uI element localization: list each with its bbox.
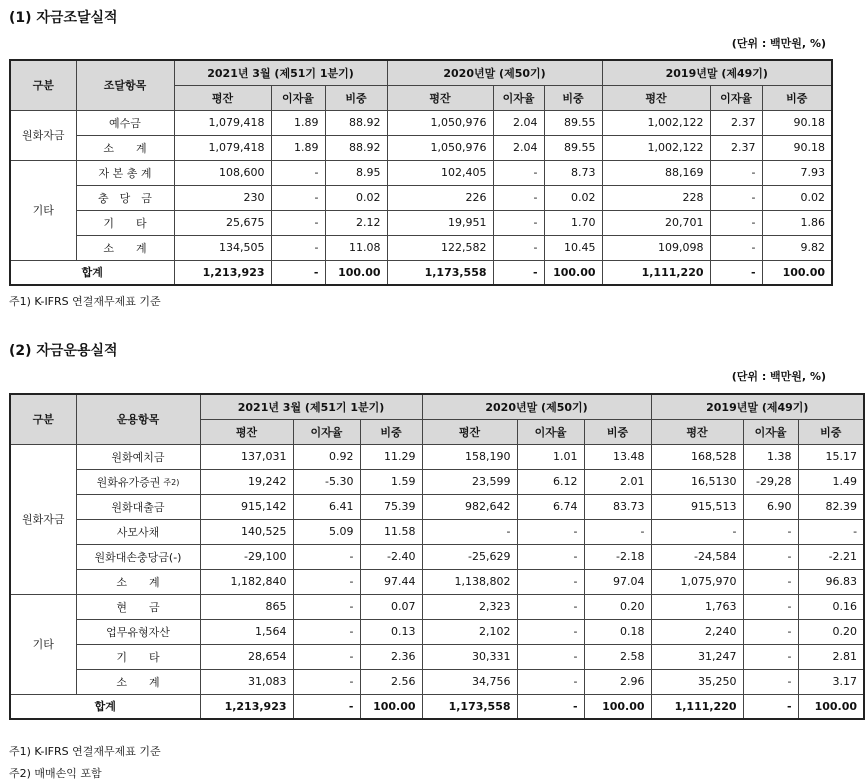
- value-cell: 11.29: [360, 444, 422, 469]
- funding-table: [9, 59, 833, 286]
- group-label: 원화자금: [10, 444, 76, 594]
- value-cell: 16,5130: [651, 469, 743, 494]
- item-text: 소 계: [116, 675, 160, 689]
- item-text: 소 계: [116, 575, 160, 589]
- value-cell: 865: [200, 594, 293, 619]
- subheader-cell: 평잔: [422, 419, 517, 444]
- value-cell: -: [743, 519, 798, 544]
- total-value-cell: 1,111,220: [602, 260, 710, 285]
- value-cell: 140,525: [200, 519, 293, 544]
- value-cell: 915,513: [651, 494, 743, 519]
- header-item: 조달항목: [76, 60, 174, 110]
- value-cell: 6.90: [743, 494, 798, 519]
- value-cell: 9.82: [762, 235, 832, 260]
- total-value-cell: 100.00: [325, 260, 387, 285]
- value-cell: -: [271, 185, 325, 210]
- item-label: [76, 644, 200, 669]
- value-cell: 0.20: [584, 594, 651, 619]
- value-cell: -29,100: [200, 544, 293, 569]
- value-cell: 0.02: [762, 185, 832, 210]
- item-label: [76, 135, 174, 160]
- value-cell: 2.96: [584, 669, 651, 694]
- total-row: [10, 260, 832, 285]
- value-cell: 1.01: [517, 444, 584, 469]
- value-cell: 6.12: [517, 469, 584, 494]
- item-label: [76, 160, 174, 185]
- subheader-cell: 비중: [325, 85, 387, 110]
- value-cell: -: [517, 544, 584, 569]
- value-cell: 0.13: [360, 619, 422, 644]
- subheader-cell: 평잔: [651, 419, 743, 444]
- value-cell: -: [743, 544, 798, 569]
- item-text: 원화예치금: [111, 450, 165, 464]
- value-cell: 7.93: [762, 160, 832, 185]
- value-cell: 226: [387, 185, 493, 210]
- value-cell: 134,505: [174, 235, 271, 260]
- value-cell: 982,642: [422, 494, 517, 519]
- value-cell: 1.38: [743, 444, 798, 469]
- value-cell: 88,169: [602, 160, 710, 185]
- value-cell: -: [293, 594, 360, 619]
- value-cell: 122,582: [387, 235, 493, 260]
- value-cell: -: [517, 519, 584, 544]
- value-cell: 1,075,970: [651, 569, 743, 594]
- value-cell: 1,138,802: [422, 569, 517, 594]
- total-value-cell: -: [293, 694, 360, 719]
- table-row: [10, 469, 864, 494]
- value-cell: 19,951: [387, 210, 493, 235]
- value-cell: -: [743, 594, 798, 619]
- value-cell: -2.21: [798, 544, 864, 569]
- value-cell: -: [493, 185, 544, 210]
- value-cell: 1,763: [651, 594, 743, 619]
- value-cell: 1.89: [271, 110, 325, 135]
- value-cell: 5.09: [293, 519, 360, 544]
- item-label: [76, 619, 200, 644]
- value-cell: 10.45: [544, 235, 602, 260]
- item-label: [76, 594, 200, 619]
- value-cell: -: [293, 644, 360, 669]
- header-item: 운용항목: [76, 394, 200, 444]
- subheader-cell: 평잔: [387, 85, 493, 110]
- header-group: 구분: [10, 60, 76, 110]
- value-cell: 2.01: [584, 469, 651, 494]
- header-period: 2021년 3월 (제51기 1분기): [200, 394, 422, 419]
- value-cell: 2,102: [422, 619, 517, 644]
- value-cell: -: [710, 210, 762, 235]
- value-cell: -: [293, 544, 360, 569]
- table-row: [10, 519, 864, 544]
- group-label: 원화자금: [10, 110, 76, 160]
- value-cell: 31,083: [200, 669, 293, 694]
- value-cell: 30,331: [422, 644, 517, 669]
- subheader-cell: 비중: [360, 419, 422, 444]
- section1-note: 주1) K-IFRS 연결재무제표 기준: [9, 295, 161, 308]
- table-row: [10, 210, 832, 235]
- value-cell: -: [710, 185, 762, 210]
- table-row: [10, 160, 832, 185]
- total-value-cell: 1,173,558: [422, 694, 517, 719]
- value-cell: 2.12: [325, 210, 387, 235]
- value-cell: 0.16: [798, 594, 864, 619]
- value-cell: 1,050,976: [387, 110, 493, 135]
- value-cell: 108,600: [174, 160, 271, 185]
- value-cell: -24,584: [651, 544, 743, 569]
- item-text: 기 타: [103, 216, 147, 230]
- item-label: [76, 444, 200, 469]
- value-cell: 102,405: [387, 160, 493, 185]
- value-cell: 2.04: [493, 110, 544, 135]
- value-cell: 2.36: [360, 644, 422, 669]
- section2-note-1: 주1) K-IFRS 연결재무제표 기준: [9, 745, 161, 758]
- item-text: 충 당 금: [98, 191, 152, 205]
- item-label: [76, 469, 200, 494]
- value-cell: -: [517, 619, 584, 644]
- value-cell: 1,079,418: [174, 110, 271, 135]
- value-cell: 2.56: [360, 669, 422, 694]
- value-cell: 0.02: [544, 185, 602, 210]
- value-cell: 0.92: [293, 444, 360, 469]
- value-cell: 0.07: [360, 594, 422, 619]
- item-label: [76, 110, 174, 135]
- value-cell: -29,28: [743, 469, 798, 494]
- value-cell: -: [517, 669, 584, 694]
- investment-table: [9, 393, 865, 720]
- value-cell: 2.81: [798, 644, 864, 669]
- value-cell: 88.92: [325, 135, 387, 160]
- total-value-cell: -: [517, 694, 584, 719]
- value-cell: 19,242: [200, 469, 293, 494]
- value-cell: 15.17: [798, 444, 864, 469]
- table-row: [10, 235, 832, 260]
- item-label: [76, 494, 200, 519]
- value-cell: 1,564: [200, 619, 293, 644]
- item-text: 소 계: [103, 141, 147, 155]
- subheader-cell: 비중: [798, 419, 864, 444]
- value-cell: 11.08: [325, 235, 387, 260]
- value-cell: 28,654: [200, 644, 293, 669]
- value-cell: 915,142: [200, 494, 293, 519]
- value-cell: 31,247: [651, 644, 743, 669]
- value-cell: 82.39: [798, 494, 864, 519]
- item-label: [76, 669, 200, 694]
- value-cell: -2.18: [584, 544, 651, 569]
- value-cell: -: [293, 669, 360, 694]
- total-value-cell: 100.00: [544, 260, 602, 285]
- value-cell: -: [517, 569, 584, 594]
- section1-unit: (단위 : 백만원, %): [731, 37, 826, 50]
- header-group: 구분: [10, 394, 76, 444]
- section2-unit: (단위 : 백만원, %): [731, 370, 826, 383]
- value-cell: 89.55: [544, 135, 602, 160]
- value-cell: -: [293, 619, 360, 644]
- value-cell: 35,250: [651, 669, 743, 694]
- value-cell: -: [493, 210, 544, 235]
- value-cell: 11.58: [360, 519, 422, 544]
- table-row: [10, 110, 832, 135]
- value-cell: 1,050,976: [387, 135, 493, 160]
- item-text: 사모사채: [116, 525, 160, 539]
- item-label: [76, 519, 200, 544]
- subheader-cell: 이자율: [743, 419, 798, 444]
- value-cell: 2,240: [651, 619, 743, 644]
- total-value-cell: 1,213,923: [174, 260, 271, 285]
- value-cell: -2.40: [360, 544, 422, 569]
- subheader-cell: 비중: [584, 419, 651, 444]
- value-cell: 23,599: [422, 469, 517, 494]
- item-text: 업무유형자산: [106, 625, 170, 639]
- subheader-cell: 이자율: [493, 85, 544, 110]
- value-cell: -25,629: [422, 544, 517, 569]
- value-cell: -: [517, 594, 584, 619]
- item-text: 원화유가증권: [96, 475, 161, 489]
- value-cell: 109,098: [602, 235, 710, 260]
- value-cell: -: [293, 569, 360, 594]
- value-cell: 20,701: [602, 210, 710, 235]
- value-cell: 2.04: [493, 135, 544, 160]
- value-cell: 89.55: [544, 110, 602, 135]
- value-cell: 1,182,840: [200, 569, 293, 594]
- section2-title: (2) 자금운용실적: [9, 343, 118, 359]
- item-text: 기 타: [116, 650, 160, 664]
- total-value-cell: -: [271, 260, 325, 285]
- value-cell: -: [271, 210, 325, 235]
- table-row: [10, 619, 864, 644]
- value-cell: 1.70: [544, 210, 602, 235]
- total-value-cell: 100.00: [360, 694, 422, 719]
- value-cell: 96.83: [798, 569, 864, 594]
- header-period: 2019년말 (제49기): [651, 394, 864, 419]
- value-cell: 97.44: [360, 569, 422, 594]
- value-cell: 83.73: [584, 494, 651, 519]
- table-row: [10, 494, 864, 519]
- subheader-cell: 비중: [762, 85, 832, 110]
- subheader-cell: 이자율: [293, 419, 360, 444]
- value-cell: -: [743, 619, 798, 644]
- item-text: 원화대손충당금(-): [94, 550, 182, 564]
- value-cell: 2.58: [584, 644, 651, 669]
- total-row: [10, 694, 864, 719]
- footnote-marker: 주2): [163, 478, 180, 487]
- value-cell: -: [710, 235, 762, 260]
- value-cell: 3.17: [798, 669, 864, 694]
- table-row: [10, 185, 832, 210]
- value-cell: 2.37: [710, 135, 762, 160]
- value-cell: 1.49: [798, 469, 864, 494]
- value-cell: -: [271, 160, 325, 185]
- value-cell: -: [798, 519, 864, 544]
- value-cell: 1,002,122: [602, 135, 710, 160]
- value-cell: 0.18: [584, 619, 651, 644]
- table-row: [10, 544, 864, 569]
- value-cell: 137,031: [200, 444, 293, 469]
- item-text: 자 본 총 계: [98, 166, 152, 180]
- value-cell: 1,002,122: [602, 110, 710, 135]
- table-row: [10, 644, 864, 669]
- total-label: 합계: [10, 694, 200, 719]
- subheader-cell: 비중: [544, 85, 602, 110]
- value-cell: 97.04: [584, 569, 651, 594]
- value-cell: -: [422, 519, 517, 544]
- value-cell: -5.30: [293, 469, 360, 494]
- value-cell: 1.59: [360, 469, 422, 494]
- value-cell: -: [743, 569, 798, 594]
- value-cell: 25,675: [174, 210, 271, 235]
- value-cell: -: [493, 235, 544, 260]
- item-label: [76, 569, 200, 594]
- subheader-cell: 이자율: [271, 85, 325, 110]
- item-label: [76, 210, 174, 235]
- item-text: 원화대출금: [111, 500, 165, 514]
- value-cell: 2.37: [710, 110, 762, 135]
- total-value-cell: 1,213,923: [200, 694, 293, 719]
- value-cell: 158,190: [422, 444, 517, 469]
- item-text: 소 계: [103, 241, 147, 255]
- value-cell: -: [584, 519, 651, 544]
- value-cell: -: [271, 235, 325, 260]
- value-cell: -: [743, 669, 798, 694]
- group-label: 기타: [10, 594, 76, 694]
- total-value-cell: 1,173,558: [387, 260, 493, 285]
- value-cell: 168,528: [651, 444, 743, 469]
- subheader-cell: 이자율: [517, 419, 584, 444]
- section2-note-2: 주2) 매매손익 포함: [9, 767, 102, 780]
- total-value-cell: -: [710, 260, 762, 285]
- value-cell: 1.86: [762, 210, 832, 235]
- subheader-cell: 이자율: [710, 85, 762, 110]
- item-text: 현 금: [116, 600, 160, 614]
- group-label: 기타: [10, 160, 76, 260]
- section1-title: (1) 자금조달실적: [9, 10, 118, 26]
- total-label: 합계: [10, 260, 174, 285]
- item-label: [76, 235, 174, 260]
- value-cell: -: [710, 160, 762, 185]
- value-cell: 6.74: [517, 494, 584, 519]
- item-label: [76, 544, 200, 569]
- value-cell: 2,323: [422, 594, 517, 619]
- value-cell: 75.39: [360, 494, 422, 519]
- header-period: 2020년말 (제50기): [422, 394, 651, 419]
- value-cell: 230: [174, 185, 271, 210]
- value-cell: -: [651, 519, 743, 544]
- value-cell: 0.02: [325, 185, 387, 210]
- value-cell: 34,756: [422, 669, 517, 694]
- value-cell: -: [493, 160, 544, 185]
- table-row: [10, 135, 832, 160]
- value-cell: 8.95: [325, 160, 387, 185]
- total-value-cell: -: [743, 694, 798, 719]
- table-row: [10, 444, 864, 469]
- value-cell: 0.20: [798, 619, 864, 644]
- value-cell: 6.41: [293, 494, 360, 519]
- subheader-cell: 평잔: [174, 85, 271, 110]
- table-row: [10, 669, 864, 694]
- value-cell: 228: [602, 185, 710, 210]
- value-cell: 90.18: [762, 110, 832, 135]
- value-cell: -: [517, 644, 584, 669]
- value-cell: 1.89: [271, 135, 325, 160]
- total-value-cell: 100.00: [762, 260, 832, 285]
- value-cell: 8.73: [544, 160, 602, 185]
- total-value-cell: 100.00: [584, 694, 651, 719]
- header-period: 2021년 3월 (제51기 1분기): [174, 60, 387, 85]
- item-label: [76, 185, 174, 210]
- table-row: [10, 569, 864, 594]
- total-value-cell: 1,111,220: [651, 694, 743, 719]
- header-period: 2020년말 (제50기): [387, 60, 602, 85]
- value-cell: 88.92: [325, 110, 387, 135]
- total-value-cell: 100.00: [798, 694, 864, 719]
- table-row: [10, 594, 864, 619]
- subheader-cell: 평잔: [602, 85, 710, 110]
- subheader-cell: 평잔: [200, 419, 293, 444]
- value-cell: 1,079,418: [174, 135, 271, 160]
- header-period: 2019년말 (제49기): [602, 60, 832, 85]
- value-cell: -: [743, 644, 798, 669]
- item-text: 예수금: [109, 116, 141, 130]
- value-cell: 13.48: [584, 444, 651, 469]
- value-cell: 90.18: [762, 135, 832, 160]
- total-value-cell: -: [493, 260, 544, 285]
